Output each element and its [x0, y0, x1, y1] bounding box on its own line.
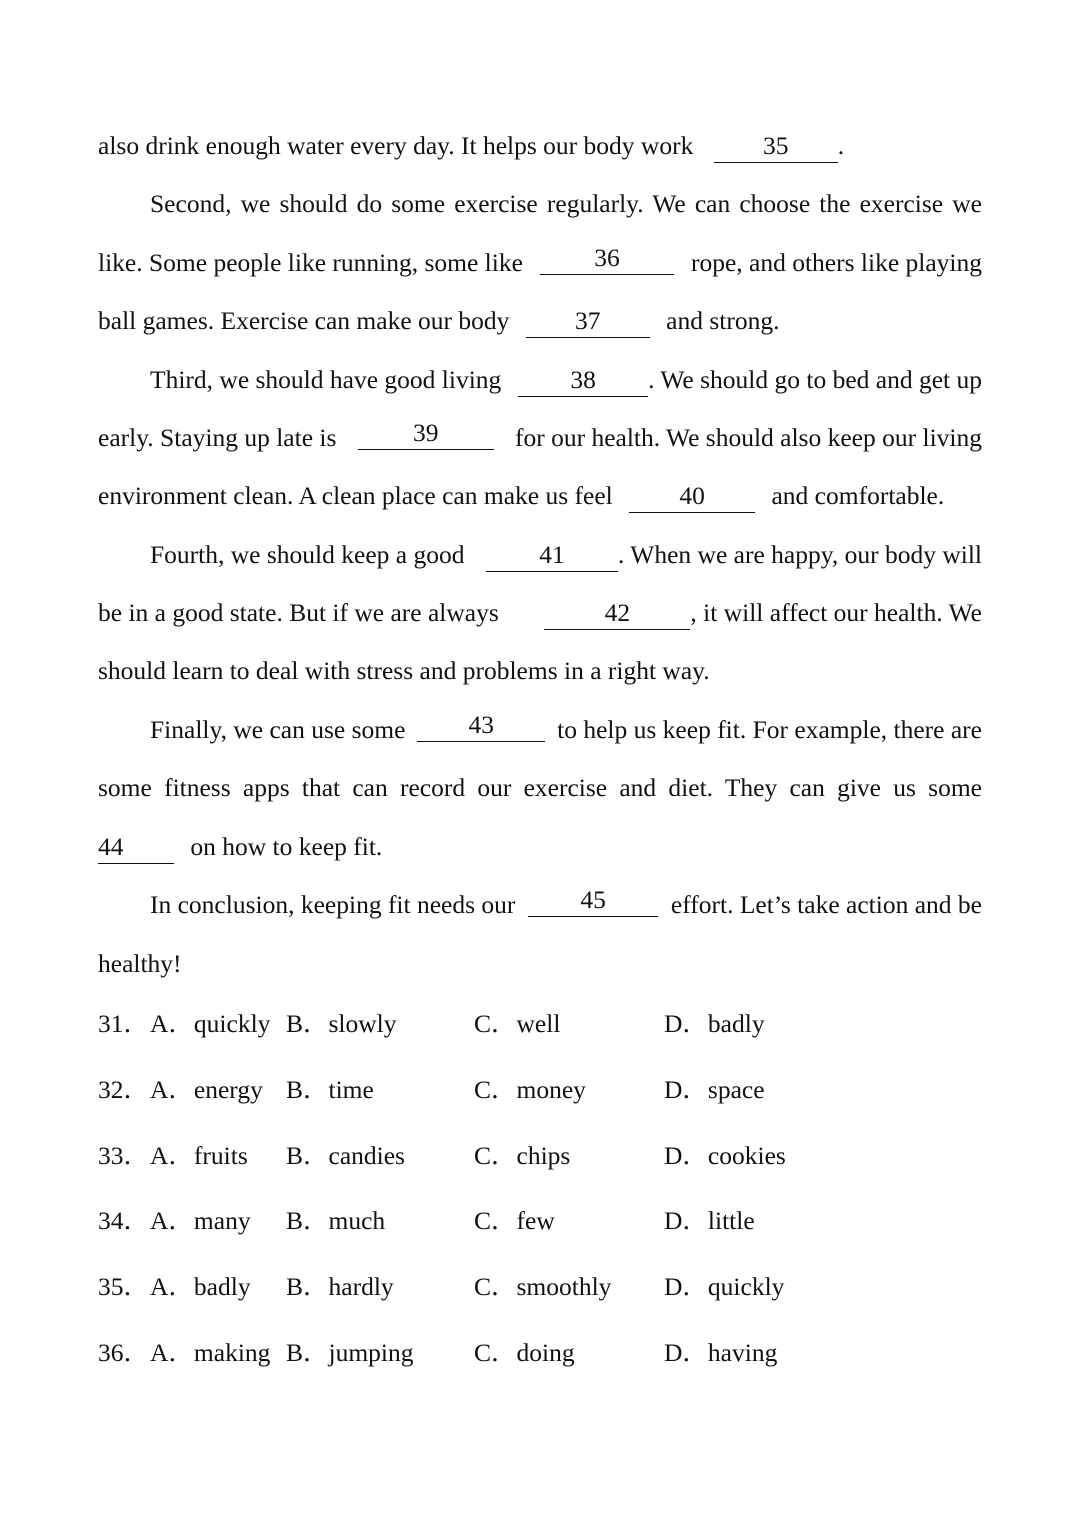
blank-number: 41 [539, 540, 565, 569]
option-c[interactable]: C．smoothly [474, 1272, 612, 1301]
passage-text: Second, we should do some exercise regularly. We can choose the exercise we [150, 189, 982, 218]
option-b[interactable]: B．slowly [286, 1009, 397, 1038]
option-a[interactable]: A．making [150, 1338, 271, 1367]
question-row [98, 1070, 982, 1110]
passage-text: . When we are happy, our body will [618, 540, 982, 569]
option-b[interactable]: B．time [286, 1075, 374, 1104]
option-a[interactable]: A．many [150, 1206, 251, 1235]
option-a[interactable]: A．fruits [150, 1141, 248, 1170]
option-c[interactable]: C．few [474, 1206, 555, 1235]
question-row [98, 1004, 982, 1044]
passage-text: to help us keep fit. For example, there are [557, 715, 982, 744]
blank-35 [714, 131, 838, 163]
passage-text: . [837, 131, 845, 160]
passage-line [98, 184, 982, 224]
option-b[interactable]: B．much [286, 1206, 386, 1235]
blank-41 [486, 540, 618, 572]
passage-text: . We should go to bed and get up [648, 365, 982, 394]
blank-37 [526, 306, 650, 338]
passage-text: early. Staying up late is [98, 423, 337, 452]
blank-number: 45 [580, 885, 606, 914]
passage-text: In conclusion, keeping fit needs our [150, 890, 516, 919]
question-row [98, 1201, 982, 1241]
passage-text: healthy! [98, 949, 182, 978]
passage-text: should learn to deal with stress and problems in a right way. [98, 656, 710, 685]
passage-line [98, 126, 982, 166]
blank-45 [528, 885, 658, 917]
passage-text: environment clean. A clean place can make us feel [98, 481, 613, 510]
passage-line [98, 651, 982, 691]
blank-number: 38 [570, 365, 596, 394]
question-number: 36． [98, 1338, 150, 1367]
question-number: 31． [98, 1009, 150, 1038]
question-number: 35． [98, 1272, 150, 1301]
option-c[interactable]: C．chips [474, 1141, 571, 1170]
passage-text: Finally, we can use some [150, 715, 406, 744]
blank-number: 43 [468, 710, 495, 739]
passage-text: on how to keep fit. [190, 832, 383, 861]
blank-number: 39 [412, 418, 439, 447]
passage-text: Third, we should have good living [150, 365, 502, 394]
passage-line [98, 593, 982, 633]
option-d[interactable]: D．badly [664, 1009, 765, 1038]
passage-text: and strong. [666, 306, 780, 335]
blank-40 [629, 481, 755, 513]
question-row [98, 1333, 982, 1373]
question-number: 34． [98, 1206, 150, 1235]
passage-text: , it will affect our health. We [690, 598, 982, 627]
blank-38 [518, 365, 648, 397]
option-b[interactable]: B．candies [286, 1141, 405, 1170]
passage-text: effort. Let’s take action and be [670, 890, 982, 919]
passage-text: be in a good state. But if we are always [98, 598, 499, 627]
blank-number: 37 [575, 306, 601, 335]
passage-text: some fitness apps that can record our exercise and diet. They can give us some [98, 773, 982, 802]
option-b[interactable]: B．jumping [286, 1338, 414, 1367]
passage-line [98, 944, 982, 984]
passage-text: like. Some people like running, some like [98, 248, 523, 277]
blank-44 [98, 832, 174, 864]
blank-39 [358, 418, 494, 450]
question-number: 33． [98, 1141, 150, 1170]
blank-number: 42 [604, 598, 631, 627]
passage-text: also drink enough water every day. It helps our body work [98, 131, 694, 160]
option-d[interactable]: D．quickly [664, 1272, 785, 1301]
passage-line [98, 710, 982, 750]
passage-line [98, 360, 982, 400]
option-a[interactable]: A．energy [150, 1075, 263, 1104]
passage-text: rope, and others like playing [690, 248, 982, 277]
option-d[interactable]: D．space [664, 1075, 765, 1104]
option-d[interactable]: D．cookies [664, 1141, 786, 1170]
question-number: 32． [98, 1075, 150, 1104]
option-d[interactable]: D．little [664, 1206, 755, 1235]
passage-text: and comfortable. [771, 481, 945, 510]
blank-number: 40 [679, 481, 705, 510]
option-c[interactable]: C．well [474, 1009, 561, 1038]
blank-36 [540, 243, 674, 275]
passage-line [98, 243, 982, 283]
passage-text: Fourth, we should keep a good [150, 540, 465, 569]
question-row [98, 1267, 982, 1307]
option-c[interactable]: C．doing [474, 1338, 575, 1367]
passage-line [98, 301, 982, 341]
passage-line [98, 476, 982, 516]
passage-line [98, 827, 982, 867]
question-row [98, 1136, 982, 1176]
passage-text: ball games. Exercise can make our body [98, 306, 510, 335]
option-d[interactable]: D．having [664, 1338, 778, 1367]
option-c[interactable]: C．money [474, 1075, 586, 1104]
passage-line [98, 768, 982, 808]
option-a[interactable]: A．quickly [150, 1009, 271, 1038]
blank-number: 44 [98, 832, 124, 861]
blank-number: 36 [594, 243, 620, 272]
passage-line [98, 535, 982, 575]
blank-42 [544, 598, 690, 630]
blank-43 [417, 710, 545, 742]
passage-line [98, 418, 982, 458]
option-b[interactable]: B．hardly [286, 1272, 394, 1301]
option-a[interactable]: A．badly [150, 1272, 251, 1301]
passage-text: for our health. We should also keep our living [514, 423, 982, 452]
blank-number: 35 [762, 131, 789, 160]
passage-line [98, 885, 982, 925]
